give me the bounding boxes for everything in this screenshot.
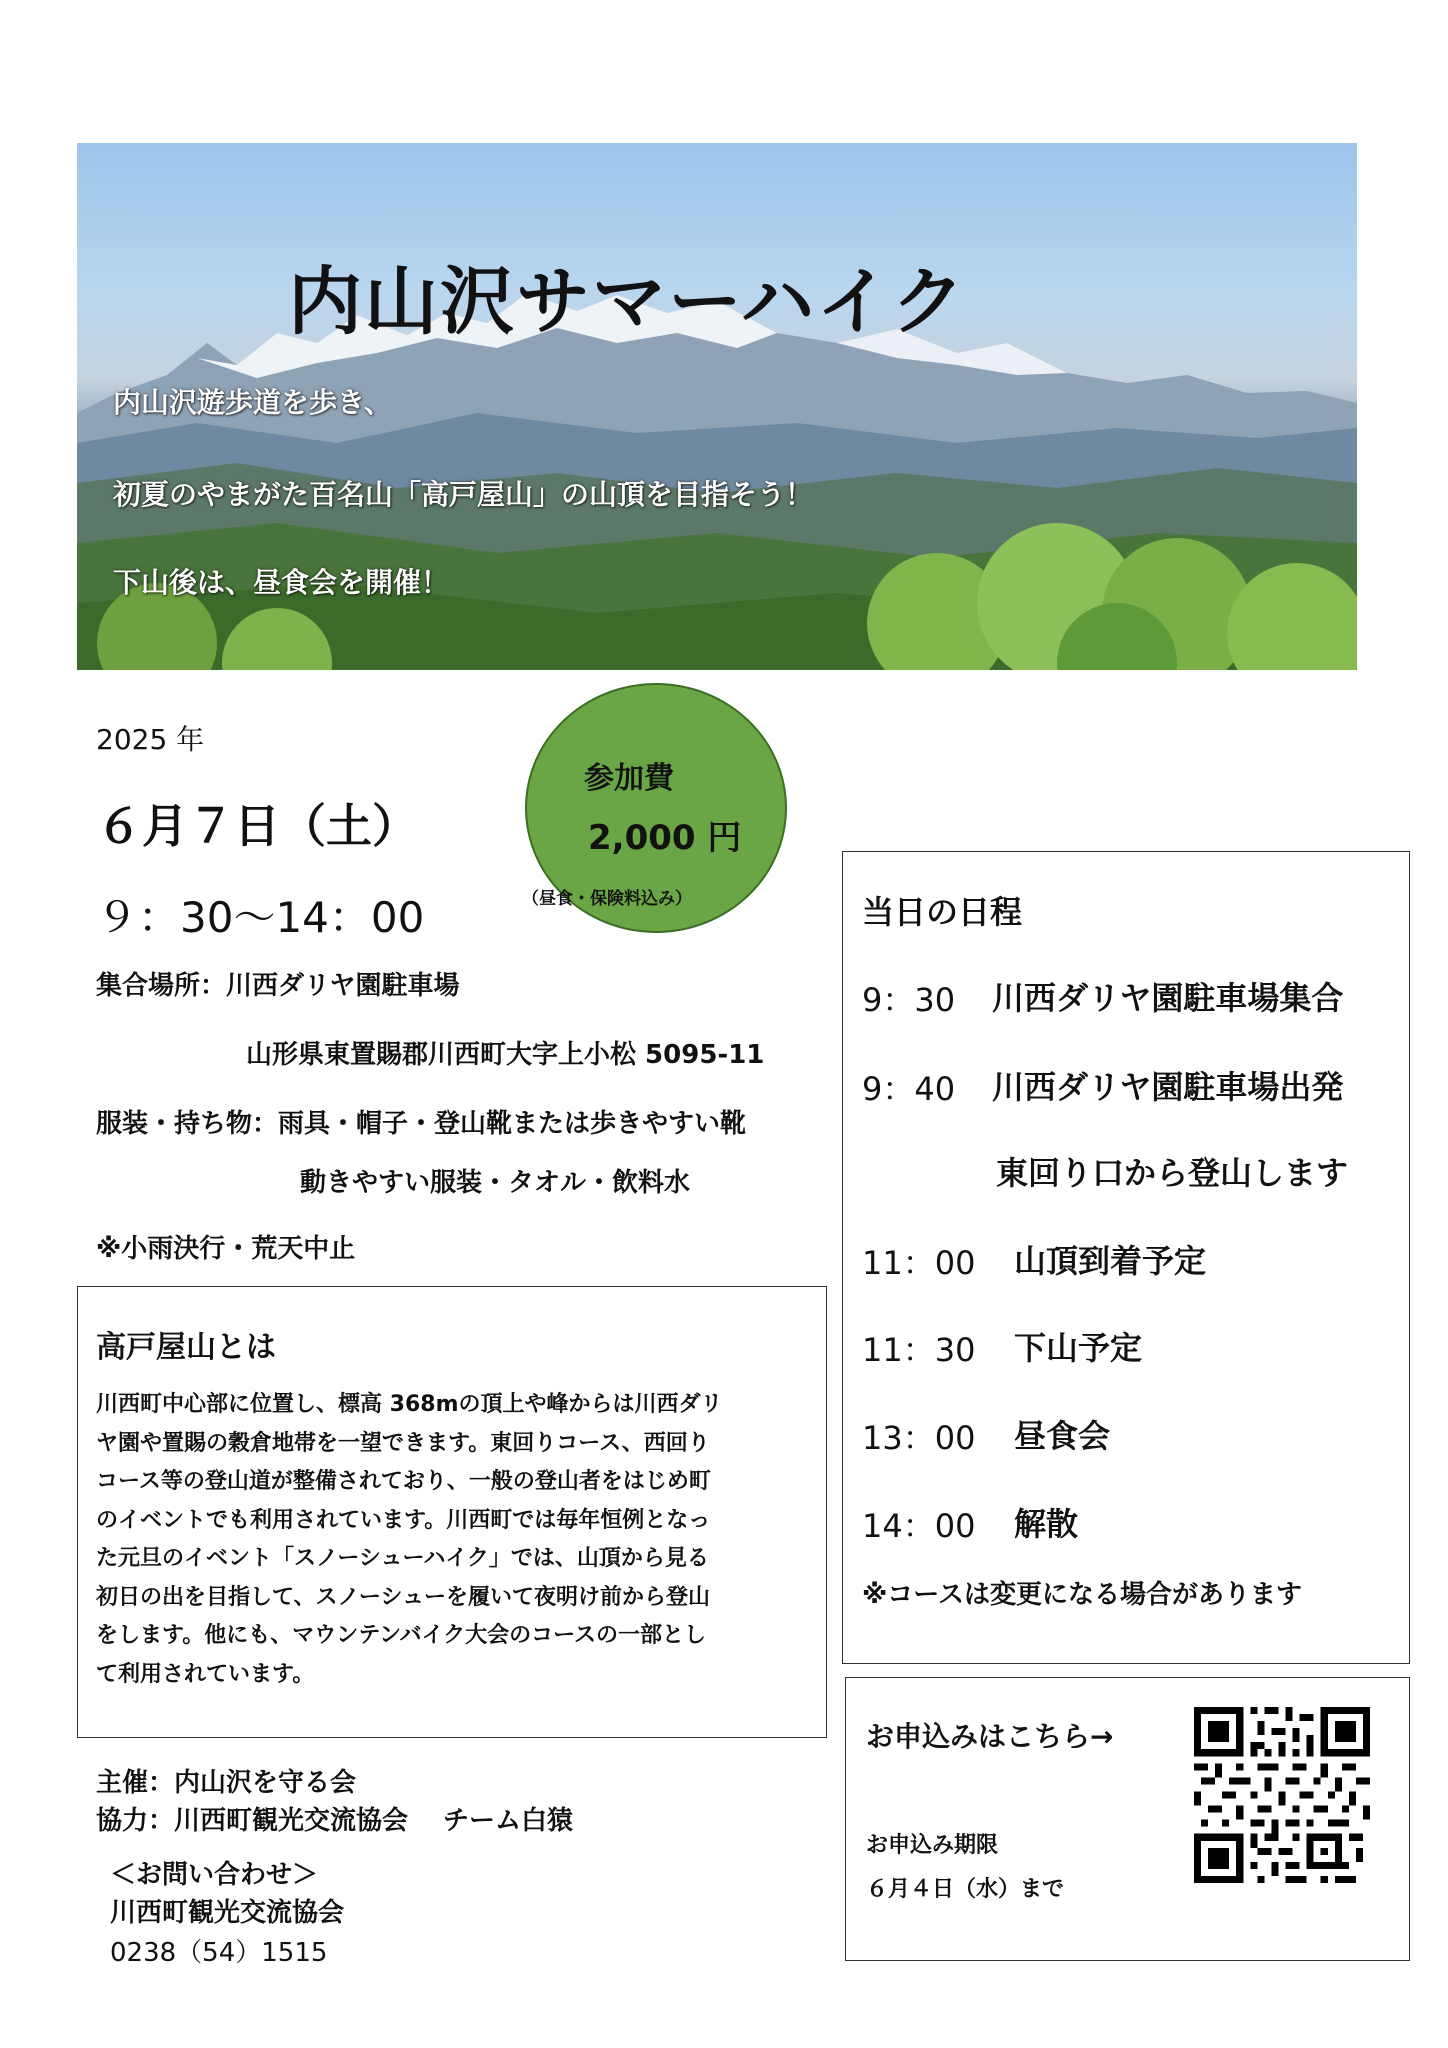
deadline-date: ６月４日（水）まで xyxy=(866,1877,1065,1902)
items-to-bring: 服装・持ち物：雨具・帽子・登山靴または歩きやすい靴 xyxy=(96,1109,747,1139)
fee-amount: 2,000 円 xyxy=(588,818,742,858)
contact-name: 川西町観光交流協会 xyxy=(110,1898,345,1928)
about-line: 川西町中心部に位置し、標高 368mの頂上や峰からは川西ダリ xyxy=(96,1392,723,1417)
schedule-title: 当日の日程 xyxy=(862,893,1023,931)
event-time: ９：30〜14：00 xyxy=(96,893,425,942)
event-year: 2025 年 xyxy=(96,723,205,756)
schedule-note: ※コースは変更になる場合があります xyxy=(862,1580,1302,1610)
schedule-desc: 解散 xyxy=(1014,1505,1079,1543)
about-line: ヤ園や置賜の穀倉地帯を一望できます。東回りコース、西回り xyxy=(96,1430,710,1456)
hero-tagline-3: 下山後は、昼食会を開催！ xyxy=(113,566,450,599)
event-title: 内山沢サマーハイク xyxy=(288,259,967,345)
hero-banner xyxy=(77,143,1357,670)
fee-label: 参加費 xyxy=(584,761,674,796)
schedule-time: 9：40 xyxy=(862,1070,956,1108)
about-line: て利用されています。 xyxy=(96,1661,315,1687)
about-line: のイベントでも利用されています。川西町では毎年恒例となっ xyxy=(96,1507,711,1533)
schedule-time: 11：00 xyxy=(862,1244,976,1282)
schedule-time: 11：30 xyxy=(862,1331,976,1369)
about-line: コース等の登山道が整備されており、一般の登山者をはじめ町 xyxy=(96,1469,711,1494)
event-date: ６月７日（土） xyxy=(96,799,418,853)
schedule-desc: 下山予定 xyxy=(1014,1329,1143,1367)
about-text xyxy=(96,1386,816,1694)
deadline-label: お申込み期限 xyxy=(866,1833,999,1858)
contact-phone: 0238（54）1515 xyxy=(110,1938,328,1968)
fee-note: （昼食・保険料込み） xyxy=(522,889,692,909)
organizer: 主催：内山沢を守る会 xyxy=(96,1768,357,1798)
schedule-time: 14：00 xyxy=(862,1507,976,1545)
cooperation: 協力：川西町観光交流協会 チーム白猿 xyxy=(96,1806,574,1836)
qr-code-icon[interactable] xyxy=(1194,1707,1370,1883)
schedule-desc: 川西ダリヤ園駐車場集合 xyxy=(992,979,1344,1017)
schedule-time: 13：00 xyxy=(862,1419,976,1457)
contact-heading: ＜お問い合わせ＞ xyxy=(110,1860,319,1890)
hero-tagline-2: 初夏のやまがた百名山「高戸屋山」の山頂を目指そう！ xyxy=(113,478,814,511)
about-line: た元旦のイベント「スノーシューハイク」では、山頂から見る xyxy=(96,1546,709,1571)
schedule-desc: 昼食会 xyxy=(1014,1417,1111,1455)
schedule-desc: 山頂到着予定 xyxy=(1014,1242,1207,1280)
about-line: 初日の出を目指して、スノーシューを履いて夜明け前から登山 xyxy=(96,1584,711,1610)
about-title: 高戸屋山とは xyxy=(96,1330,276,1365)
meeting-address: 山形県東置賜郡川西町大字上小松 5095-11 xyxy=(246,1040,765,1070)
hero-tagline-1: 内山沢遊歩道を歩き、 xyxy=(113,386,392,419)
weather-note: ※小雨決行・荒天中止 xyxy=(96,1234,356,1264)
schedule-desc: 東回り口から登山します xyxy=(996,1154,1349,1192)
schedule-desc: 川西ダリヤ園駐車場出発 xyxy=(992,1068,1344,1106)
meeting-place: 集合場所：川西ダリヤ園駐車場 xyxy=(96,971,460,1001)
about-line: をします。他にも、マウンテンバイク大会のコースの一部とし xyxy=(96,1623,707,1648)
items-to-bring-cont: 動きやすい服装・タオル・飲料水 xyxy=(300,1168,691,1198)
apply-label[interactable]: お申込みはこちら→ xyxy=(866,1720,1114,1753)
schedule-time: 9：30 xyxy=(862,981,956,1019)
